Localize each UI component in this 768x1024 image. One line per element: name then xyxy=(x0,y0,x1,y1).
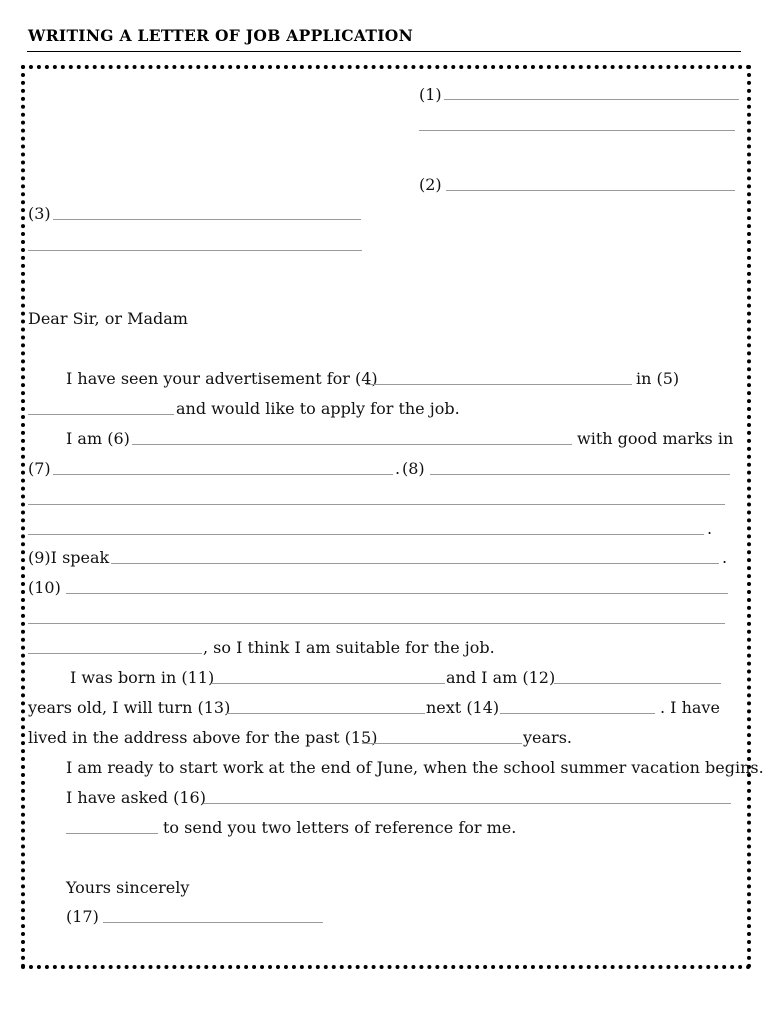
blank-8a[interactable] xyxy=(430,474,730,475)
blank-16b[interactable] xyxy=(66,833,158,834)
blank-1b[interactable] xyxy=(419,130,735,131)
born-text: I was born in (11) xyxy=(70,668,215,687)
closing: Yours sincerely xyxy=(66,878,190,897)
next-text: next (14) xyxy=(426,698,500,717)
asked-text: I have asked (16) xyxy=(66,788,206,807)
p1-in: in (5) xyxy=(636,369,680,388)
blank-4[interactable] xyxy=(366,384,632,385)
blank-3b[interactable] xyxy=(28,250,362,251)
blank-13[interactable] xyxy=(226,713,425,714)
blank-7[interactable] xyxy=(53,474,393,475)
blank-17[interactable] xyxy=(103,922,323,923)
blank-8b[interactable] xyxy=(28,504,725,505)
blank-8c[interactable] xyxy=(28,534,704,535)
blank-6[interactable] xyxy=(132,444,572,445)
blank-10b[interactable] xyxy=(28,623,725,624)
blank-11[interactable] xyxy=(212,683,445,684)
label-8: (8) xyxy=(402,459,425,478)
blank-15[interactable] xyxy=(362,743,522,744)
dot-7: . xyxy=(395,459,401,478)
blank-3a[interactable] xyxy=(53,219,361,220)
label-10: (10) xyxy=(28,578,61,597)
label-17: (17) xyxy=(66,907,99,926)
years-text: years. xyxy=(523,728,572,747)
salutation: Dear Sir, or Madam xyxy=(28,309,188,328)
blank-9[interactable] xyxy=(111,563,719,564)
blank-2[interactable] xyxy=(446,190,735,191)
i-have-text: . I have xyxy=(660,698,720,717)
blank-10a[interactable] xyxy=(66,593,728,594)
speak-text: (9)I speak xyxy=(28,548,110,567)
years-old-text: years old, I will turn (13) xyxy=(28,698,231,717)
blank-10c[interactable] xyxy=(28,653,202,654)
references-text: to send you two letters of reference for me. xyxy=(163,818,517,837)
p2-start: I am (6) xyxy=(66,429,130,448)
label-1: (1) xyxy=(419,85,442,104)
dot-9: . xyxy=(722,548,728,567)
worksheet-title: WRITING A LETTER OF JOB APPLICATION xyxy=(28,26,414,45)
blank-16a[interactable] xyxy=(203,803,731,804)
blank-1a[interactable] xyxy=(444,99,739,100)
label-2: (2) xyxy=(419,175,442,194)
p1-end: and would like to apply for the job. xyxy=(176,399,460,418)
title-underline xyxy=(27,51,741,52)
and-am-text: and I am (12) xyxy=(446,668,556,687)
ready-text: I am ready to start work at the end of June, when the school summer vacation begins. xyxy=(66,758,764,777)
dot-8: . xyxy=(707,519,713,538)
label-7: (7) xyxy=(28,459,51,478)
blank-12[interactable] xyxy=(554,683,721,684)
lived-text: lived in the address above for the past (15) xyxy=(28,728,378,747)
p2-good-marks: with good marks in xyxy=(577,429,734,448)
label-3: (3) xyxy=(28,204,51,223)
blank-5[interactable] xyxy=(28,414,174,415)
blank-14[interactable] xyxy=(500,713,655,714)
suitable-text: , so I think I am suitable for the job. xyxy=(203,638,495,657)
p1-start: I have seen your advertisement for (4) xyxy=(66,369,378,388)
